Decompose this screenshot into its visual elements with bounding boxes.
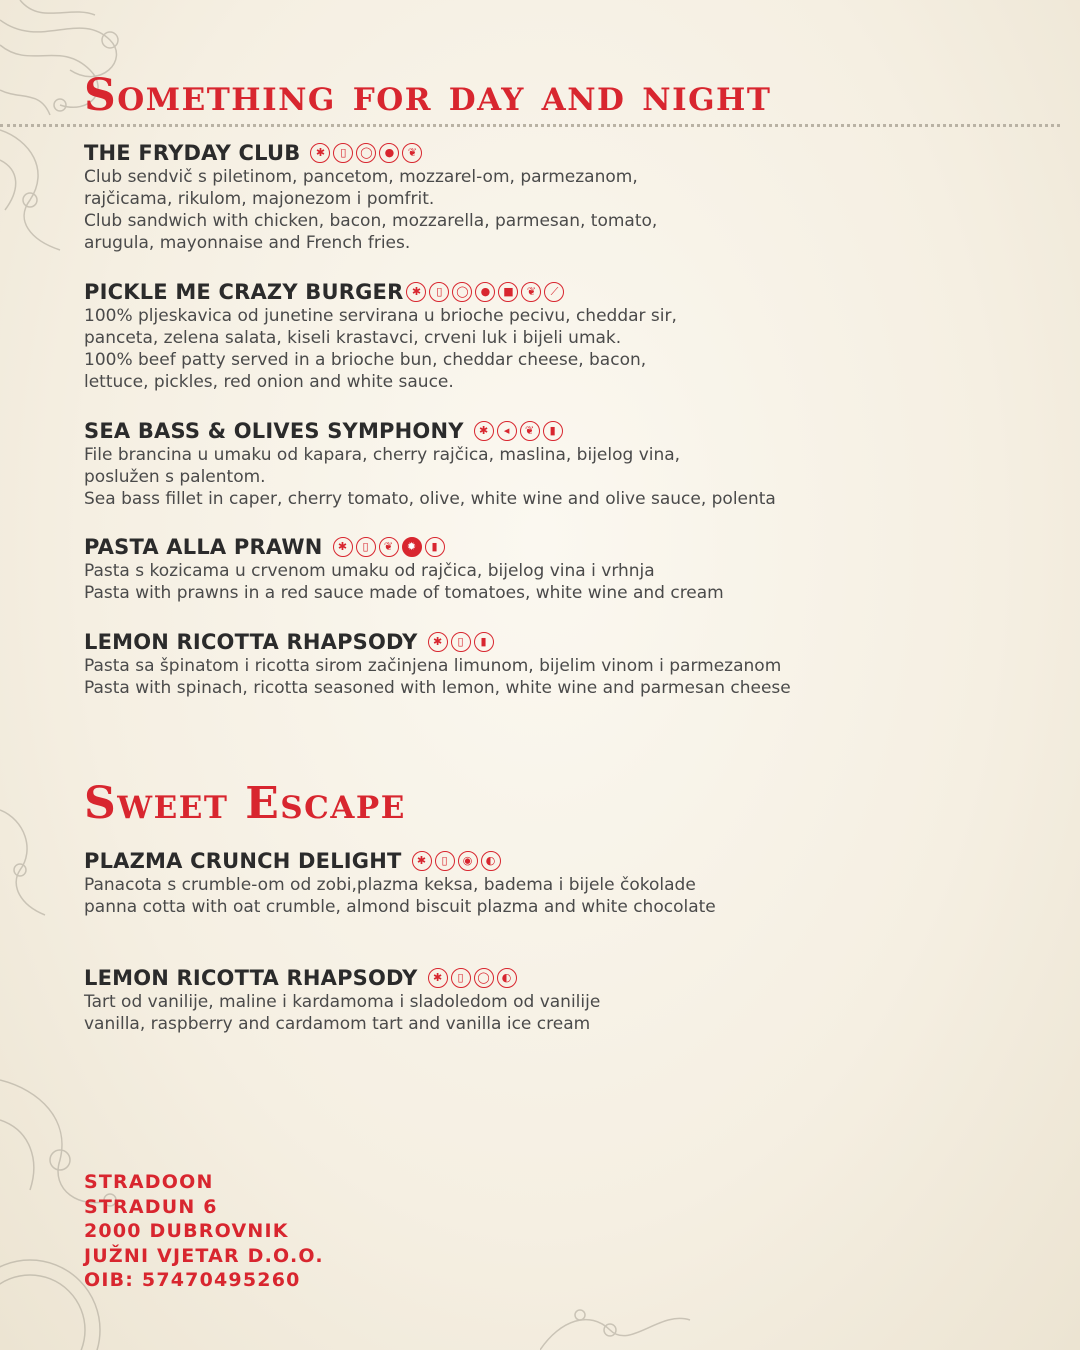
item-name: PASTA ALLA PRAWN <box>84 535 323 559</box>
egg-icon: ◯ <box>452 282 472 302</box>
pig-icon: ● <box>475 282 495 302</box>
egg-icon: ◯ <box>474 968 494 988</box>
shellfish-icon: ✹ <box>402 537 422 557</box>
wheat-icon: ✱ <box>406 282 426 302</box>
item-description: Pasta sa špinatom i ricotta sirom začinjena limunom, bijelim vinom i parmezanom Pasta with spinach, ricotta seasoned with lemon, white wine and parmesan cheese <box>84 656 791 698</box>
celery-icon: ❦ <box>520 421 540 441</box>
ornament-left-lower <box>0 790 60 930</box>
item-name: SEA BASS & OLIVES SYMPHONY <box>84 419 464 443</box>
allergen-icons <box>406 282 564 302</box>
wheat-icon: ✱ <box>412 851 432 871</box>
item-description: 100% pljeskavica od junetine servirana u brioche pecivu, cheddar sir, panceta, zelena salata, kiseli krastavci, crveni luk i bijeli umak. 100% beef patty served in a brioche bun, cheddar cheese, bacon, lettuce, pickles, red onion and white sauce. <box>84 306 677 392</box>
milk-icon: ▯ <box>451 968 471 988</box>
milk-icon: ▯ <box>333 143 353 163</box>
company-name: JUŽNI VJETAR D.O.O. <box>84 1244 324 1267</box>
milk-icon: ▯ <box>451 632 471 652</box>
allergen-icons <box>428 968 517 988</box>
street-address: STRADUN 6 <box>84 1195 218 1218</box>
ornament-left-mid <box>0 120 80 260</box>
item-description: File brancina u umaku od kapara, cherry rajčica, maslina, bijelog vina, poslužen s palentom. Sea bass fillet in caper, cherry tomato, olive, white wine and olive sauce, polenta <box>84 445 776 509</box>
item-description: Pasta s kozicama u crvenom umaku od rajčica, bijelog vina i vrhnja Pasta with prawns in a red sauce made of tomatoes, white wine and cream <box>84 561 724 603</box>
soy-icon: ◐ <box>497 968 517 988</box>
milk-icon: ▯ <box>356 537 376 557</box>
wheat-icon: ✱ <box>310 143 330 163</box>
item-description: Tart od vanilije, maline i kardamoma i sladoledom od vanilije vanilla, raspberry and cardamom tart and vanilla ice cream <box>84 992 601 1034</box>
restaurant-name: STRADOON <box>84 1171 214 1193</box>
milk-icon: ▯ <box>435 851 455 871</box>
section-title-day-night: Something for day and night <box>84 70 772 121</box>
item-name: LEMON RICOTTA RHAPSODY <box>84 966 418 990</box>
celery-icon: ❦ <box>402 143 422 163</box>
celery-icon: ❦ <box>521 282 541 302</box>
item-name: PLAZMA CRUNCH DELIGHT <box>84 849 402 873</box>
allergen-icons <box>474 421 563 441</box>
nut-icon: ◉ <box>458 851 478 871</box>
ornament-bottom-center <box>540 1290 720 1350</box>
wheat-icon: ✱ <box>428 968 448 988</box>
cow-icon: ■ <box>498 282 518 302</box>
pig-icon: ● <box>379 143 399 163</box>
menu-item <box>84 965 984 1035</box>
city: 2000 DUBROVNIK <box>84 1220 289 1242</box>
menu-item <box>84 534 984 604</box>
allergen-icons <box>333 537 445 557</box>
allergen-icons <box>310 143 422 163</box>
wheat-icon: ✱ <box>333 537 353 557</box>
wheat-icon: ✱ <box>474 421 494 441</box>
mustard-icon: ⟋ <box>544 282 564 302</box>
menu-item <box>84 279 984 393</box>
item-description: Panacota s crumble-om od zobi,plazma keksa, badema i bijele čokolade panna cotta with oat crumble, almond biscuit plazma and white chocolate <box>84 875 716 917</box>
menu-item <box>84 418 984 510</box>
menu-item <box>84 848 984 918</box>
item-name: LEMON RICOTTA RHAPSODY <box>84 630 418 654</box>
celery-icon: ❦ <box>379 537 399 557</box>
menu-item <box>84 140 984 254</box>
egg-icon: ◯ <box>356 143 376 163</box>
milk-icon: ▯ <box>429 282 449 302</box>
wine-icon: ▮ <box>474 632 494 652</box>
item-name: PICKLE ME CRAZY BURGER <box>84 280 404 304</box>
menu-item <box>84 629 984 699</box>
item-description: Club sendvič s piletinom, pancetom, mozzarel-om, parmezanom, rajčicama, rikulom, majonezom i pomfrit. Club sandwich with chicken, bacon, mozzarella, parmesan, tomato, arugula, mayonnaise and French fries. <box>84 167 658 253</box>
wheat-icon: ✱ <box>428 632 448 652</box>
soy-icon: ◐ <box>481 851 501 871</box>
section-title-sweet-escape: Sweet Escape <box>84 778 406 829</box>
tax-id: OIB: 57470495260 <box>84 1269 301 1291</box>
fish-icon: ◂ <box>497 421 517 441</box>
restaurant-address <box>84 1170 324 1293</box>
item-name: THE FRYDAY CLUB <box>84 141 301 165</box>
wine-icon: ▮ <box>543 421 563 441</box>
wine-icon: ▮ <box>425 537 445 557</box>
allergen-icons <box>428 632 494 652</box>
allergen-icons <box>412 851 501 871</box>
dotted-divider <box>0 124 1060 127</box>
